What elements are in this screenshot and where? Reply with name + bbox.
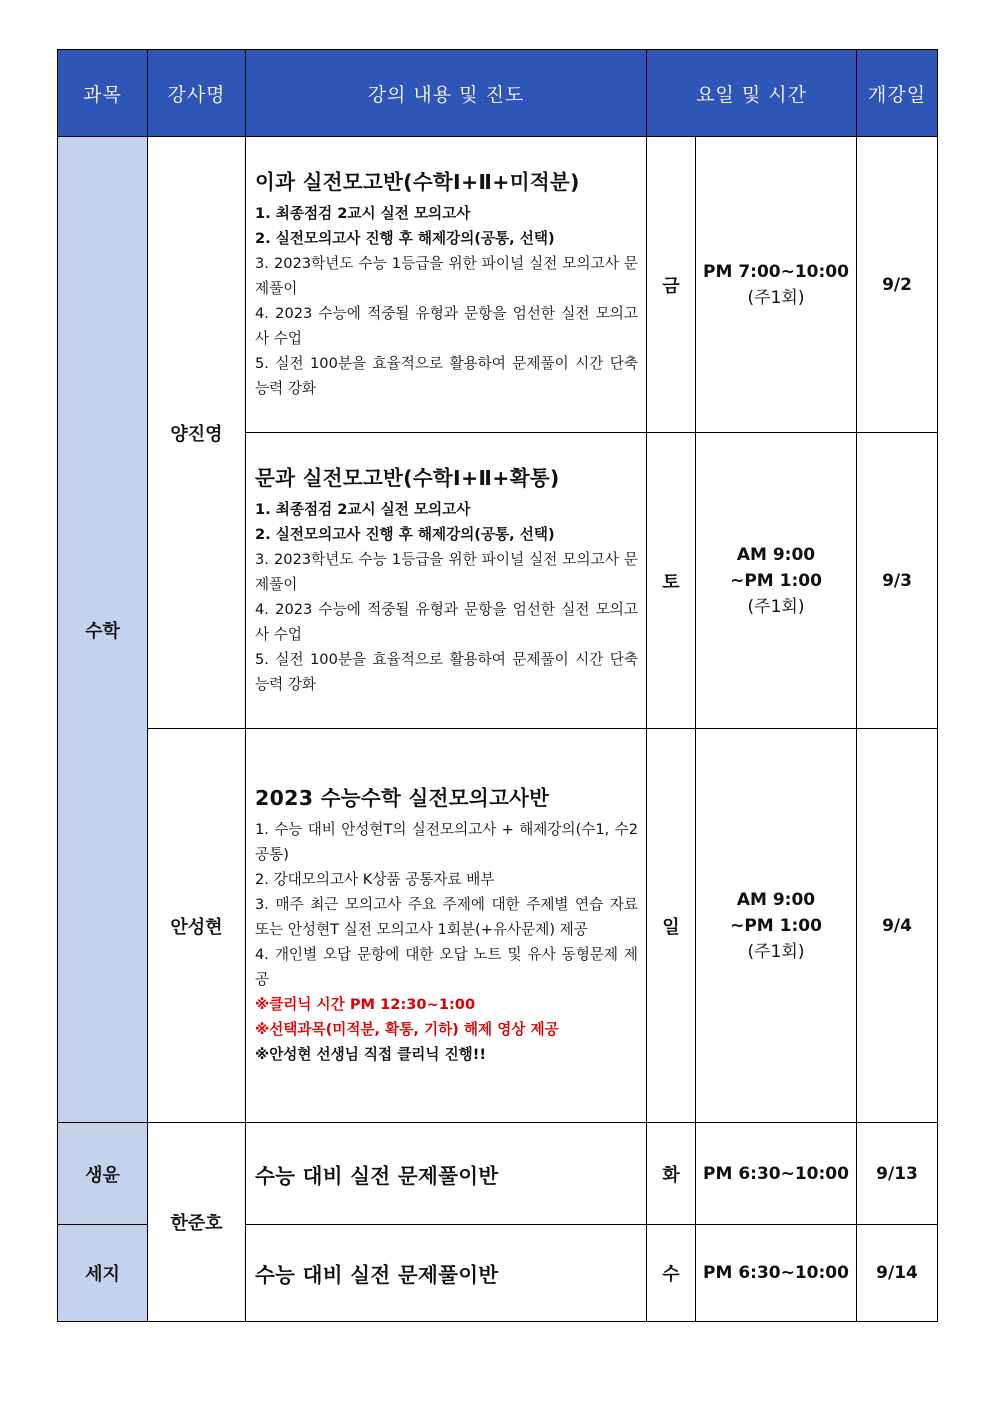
header-content: 강의 내용 및 진도 (246, 50, 647, 137)
list-item: 4. 2023 수능에 적중될 유형과 문항을 엄선한 실전 모의고사 수업 (255, 600, 638, 643)
teacher-cell: 안성현 (148, 729, 246, 1123)
time-text: PM 6:30~10:00 (703, 1263, 849, 1283)
list-item: 4. 2023 수능에 적중될 유형과 문항을 엄선한 실전 모의고사 수업 (255, 304, 638, 347)
start-date: 9/3 (857, 433, 938, 729)
teacher-cell: 한준호 (148, 1123, 246, 1322)
list-item: 1. 수능 대비 안성현T의 실전모의고사 + 해제강의(수1, 수2 공통) (255, 820, 638, 863)
course-title: 수능 대비 실전 문제풀이반 (255, 1163, 499, 1188)
list-item: 3. 매주 최근 모의고사 주요 주제에 대한 주제별 연습 자료 또는 안성현T 실전 모의고사 1회분(+유사문제) 제공 (255, 895, 638, 938)
list-item: 2. 강대모의고사 K상품 공통자료 배부 (255, 870, 495, 888)
notice-item: ※선택과목(미적분, 확통, 기하) 해제 영상 제공 (255, 1020, 559, 1038)
list-item: 2. 실전모의고사 진행 후 해제강의(공통, 선택) (255, 229, 555, 247)
day-cell: 금 (647, 137, 696, 433)
header-subject: 과목 (58, 50, 148, 137)
header-teacher: 강사명 (148, 50, 246, 137)
course-content (246, 1123, 647, 1225)
time-cell (696, 433, 857, 729)
day-cell: 수 (647, 1225, 696, 1322)
course-content (246, 1225, 647, 1322)
list-item: 2. 실전모의고사 진행 후 해제강의(공통, 선택) (255, 525, 555, 543)
time-text: AM 9:00 (736, 889, 816, 910)
start-date: 9/13 (857, 1123, 938, 1225)
course-content (246, 433, 647, 729)
list-item: 5. 실전 100분을 효율적으로 활용하여 문제풀이 시간 단축능력 강화 (255, 354, 638, 397)
table-row (58, 1123, 938, 1225)
notice-item: ※클리닉 시간 PM 12:30~1:00 (255, 995, 476, 1013)
header-schedule: 요일 및 시간 (647, 50, 857, 137)
header-start: 개강일 (857, 50, 938, 137)
subject-cell-ethics: 생윤 (58, 1123, 148, 1225)
start-date: 9/2 (857, 137, 938, 433)
list-item: 4. 개인별 오답 문항에 대한 오답 노트 및 유사 동형문제 제공 (255, 945, 638, 988)
list-item: 1. 최종점검 2교시 실전 모의고사 (255, 204, 471, 222)
time-cell (696, 1123, 857, 1225)
list-item: 5. 실전 100분을 효율적으로 활용하여 문제풀이 시간 단축능력 강화 (255, 650, 638, 693)
time-text: ~PM 1:00 (730, 570, 822, 591)
start-date: 9/14 (857, 1225, 938, 1322)
course-title: 수능 대비 실전 문제풀이반 (255, 1263, 499, 1287)
time-text: PM 6:30~10:00 (703, 1163, 849, 1184)
time-cell (696, 1225, 857, 1322)
subject-cell-math: 수학 (58, 137, 148, 1123)
course-content (246, 137, 647, 433)
course-title: 문과 실전모고반(수학Ⅰ+Ⅱ+확통) (255, 465, 560, 490)
time-frequency: (주1회) (747, 287, 805, 308)
day-cell: 일 (647, 729, 696, 1123)
time-text: PM 7:00~10:00 (703, 261, 849, 282)
table-row (58, 137, 938, 433)
schedule-table (57, 49, 938, 1322)
time-frequency: (주1회) (747, 941, 805, 962)
start-date: 9/4 (857, 729, 938, 1123)
course-title: 2023 수능수학 실전모의고사반 (255, 785, 550, 810)
subject-cell-geography: 세지 (58, 1225, 148, 1322)
time-frequency: (주1회) (747, 596, 805, 617)
table-row (58, 729, 938, 1123)
notice-item: ※안성현 선생님 직접 클리닉 진행!! (255, 1045, 487, 1063)
time-text: ~PM 1:00 (730, 915, 822, 936)
teacher-cell: 양진영 (148, 137, 246, 729)
list-item: 3. 2023학년도 수능 1등급을 위한 파이널 실전 모의고사 문제풀이 (255, 254, 638, 297)
time-cell (696, 137, 857, 433)
time-text: AM 9:00 (736, 544, 816, 565)
day-cell: 토 (647, 433, 696, 729)
list-item: 1. 최종점검 2교시 실전 모의고사 (255, 500, 471, 518)
header-row (58, 50, 938, 137)
day-cell: 화 (647, 1123, 696, 1225)
course-content (246, 729, 647, 1123)
list-item: 3. 2023학년도 수능 1등급을 위한 파이널 실전 모의고사 문제풀이 (255, 550, 638, 593)
course-title: 이과 실전모고반(수학Ⅰ+Ⅱ+미적분) (255, 169, 580, 194)
time-cell (696, 729, 857, 1123)
